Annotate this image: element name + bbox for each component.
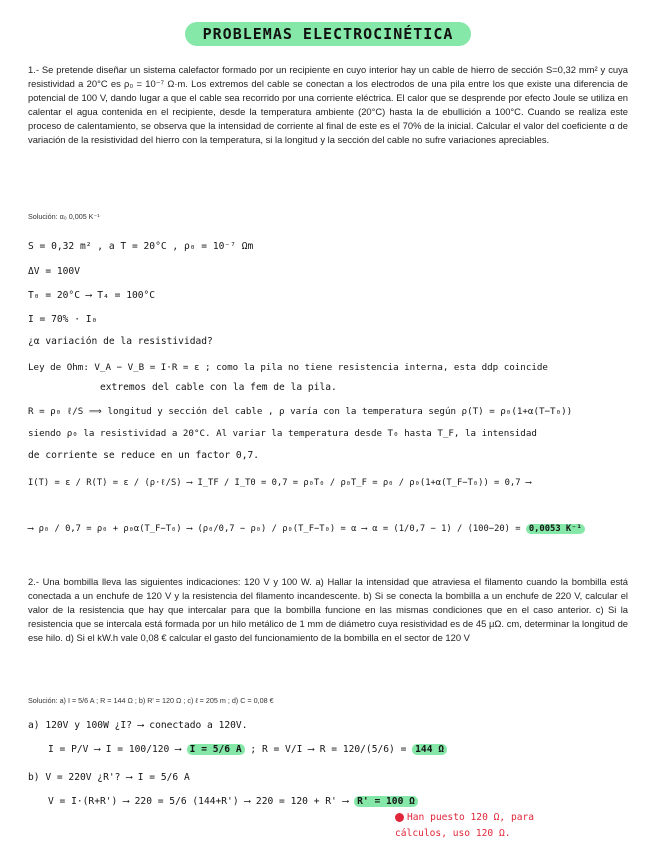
p2a-resistance-text: ; R = V/I ⟶ R = 120/(5/6) = <box>250 744 407 755</box>
p1-equation-line2 <box>28 524 638 534</box>
problem2-statement: 2.- Una bombilla lleva las siguientes indicaciones: 120 V y 100 W. a) Hallar la intensidad que atraviesa el filamento cuando la bombilla está conectada a un enchufe de 120 V y la resistencia del filamento incandescente. b) Si se conecta la bombilla a un enchufe de 220 V, calcular el valor de la resistencia que hay que intercalar para que la bombilla funcione en las mismas condiciones que en el caso anterior. c) Si la resistencia que se intercala está formada por un hilo metálico de 1 mm de diámetro cuya resistividad es de 45 μΩ. cm, determinar la longitud de ese hilo. d) Si el kW.h vale 0,08 € calcular el gasto del funcionamiento de la bombilla en el sector de 120 V <box>28 576 628 643</box>
p1-resistivity-line: siendo ρ₀ la resistividad a 20°C. Al variar la temperatura desde T₀ hasta T_F, la intensidad <box>28 428 537 439</box>
note-bullet-icon <box>395 813 404 822</box>
p1-factor-line: de corriente se reduce en un factor 0,7. <box>28 450 260 461</box>
p1-data-line: S = 0,32 m² , a T = 20°C , ρ₀ = 10⁻⁷ Ωm <box>28 241 254 252</box>
teacher-note-line2: cálculos, uso 120 Ω. <box>395 828 511 839</box>
teacher-note-line1 <box>395 812 534 823</box>
title-banner <box>0 22 656 46</box>
p1-temperature-line: T₀ = 20°C ⟶ T₄ = 100°C <box>28 290 156 301</box>
p2a-heading: a) 120V y 100W ¿I? ⟶ conectado a 120V. <box>28 720 248 731</box>
page-title: PROBLEMAS ELECTROCINÉTICA <box>185 22 472 46</box>
p2a-resistance-answer: 144 Ω <box>412 744 447 755</box>
p1-ohm-line: Ley de Ohm: V_A − V_B = I·R = ε ; como la pila no tiene resistencia interna, esta ddp coincide <box>28 362 548 373</box>
p2b-heading: b) V = 220V ¿R'? ⟶ I = 5/6 A <box>28 772 190 783</box>
p2a-intensity-text: I = P/V ⟶ I = 100/120 ⟶ <box>48 744 181 755</box>
p1-equation-text: ⟶ ρ₀ / 0,7 = ρ₀ + ρ₀α(T_F−T₀) ⟶ (ρ₀/0,7 − ρ₀) / ρ₀(T_F−T₀) = α ⟶ α = (1/0,7 − 1) / (100−20) = <box>28 524 521 534</box>
p2a-calculation <box>48 744 656 755</box>
p1-voltage-line: ΔV = 100V <box>28 266 80 277</box>
problem1-statement: 1.- Se pretende diseñar un sistema calefactor formado por un recipiente en cuyo interior hay un cable de hierro de sección S=0,32 mm² y cuya resistividad a 20°C es ρ₀ = 10⁻⁷ Ω·m. Los extremos del cable se conectan a los electrodos de una pila entre los que existe una diferencia de potencial de 100 V, dando lugar a que el cable sea recorrido por una corriente eléctrica. El calor que se desprende por efecto Joule se utiliza en calentar el agua contenida en el recipiente, desde la temperatura ambiente (20°C) hasta la de ebullición a 100°C. Cuando se realiza este proceso de calentamiento, se observa que la intensidad de corriente al final de este es el 70% de la inicial. Calcular el valor del coeficiente α de variación de la resistividad del hierro con la temperatura, si la longitud y la sección del cable no sufre variaciones apreciables. <box>28 64 628 145</box>
p1-intensity-line: I = 70% · I₀ <box>28 314 98 325</box>
p1-answer-highlight: 0,0053 K⁻¹ <box>526 524 585 534</box>
p2b-text: V = I·(R+R') ⟶ 220 = 5/6 (144+R') ⟶ 220 = 120 + R' ⟶ <box>48 796 349 807</box>
problem2-solution: Solución: a) I = 5/6 A ; R = 144 Ω ; b) R' = 120 Ω ; c) ℓ = 205 m ; d) C = 0,08 € <box>28 696 274 705</box>
p2b-answer: R' = 100 Ω <box>354 796 418 807</box>
p1-question-line: ¿α variación de la resistividad? <box>28 336 213 347</box>
p1-equation-line1: I(T) = ε / R(T) = ε / (ρ·ℓ/S) ⟶ I_TF / I_T0 = 0,7 = ρ₀T₀ / ρ₀T_F = ρ₀ / ρ₀(1+α(T_F−T₀)) = 0,7 ⟶ <box>28 478 532 488</box>
p1-resistance-line: R = ρ₀ ℓ/S ⟹ longitud y sección del cable , ρ varía con la temperatura según ρ(T) = ρ₀(1+α(T−T₀)) <box>28 406 573 417</box>
p1-ohm-line2: extremos del cable con la fem de la pila. <box>100 382 337 393</box>
p2a-intensity-answer: I = 5/6 A <box>187 744 245 755</box>
p2b-calculation <box>48 796 656 807</box>
problem1-solution: Solución: α₀ 0,005 K⁻¹ <box>28 212 100 221</box>
note-text-1: Han puesto 120 Ω, para <box>407 812 535 823</box>
